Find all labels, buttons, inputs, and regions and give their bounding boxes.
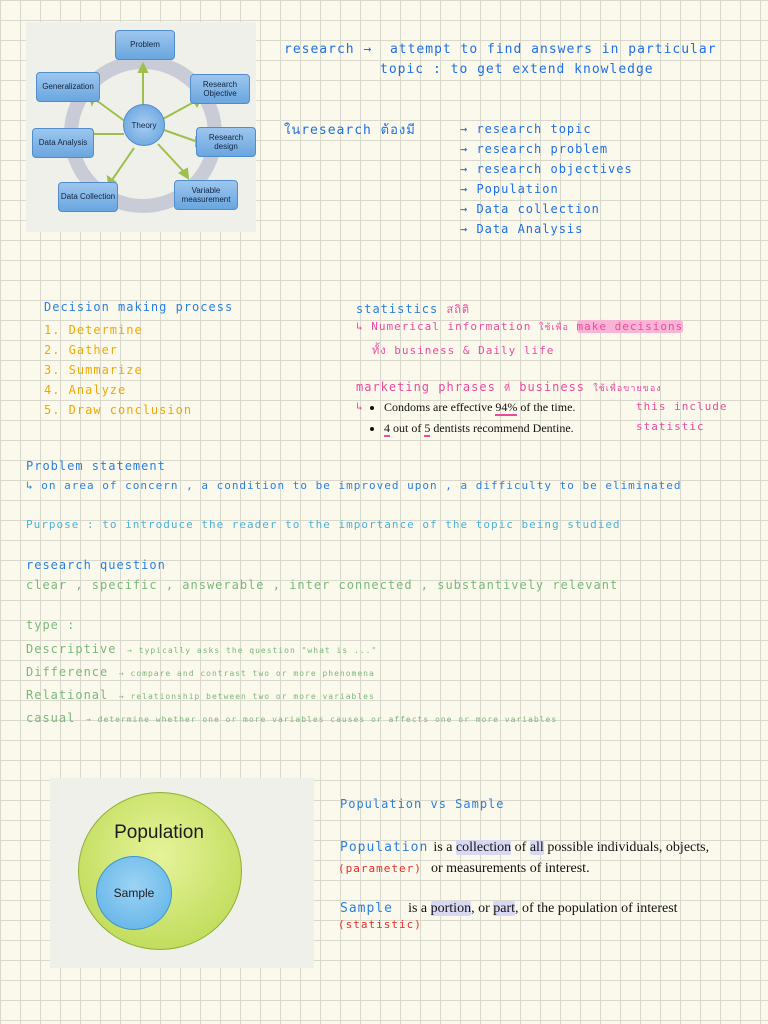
highlight: make decisions [576,320,684,333]
sample-circle [96,856,172,930]
purpose-text: Purpose : to introduce the reader to the importance of the topic being studied [26,518,621,531]
list-item: → Data collection [460,202,600,216]
list-item: Relational → relationship between two or more variables [26,688,375,702]
list-item: Difference → compare and contrast two or more phenomena [26,665,375,679]
problem-heading: Problem statement [26,459,166,473]
list-item: • 4 out of 5 dentists recommend Dentine. [384,421,642,436]
list-item: → Population [460,182,559,196]
list-item: 2. Gather [44,343,119,357]
statistics-line2: ทั้ง business & Daily life [372,344,555,357]
population-definition: Population is a collection of all possible individuals, objects, [340,840,710,855]
node-data-analysis: Data Analysis [32,128,94,158]
node-research-design: Research design [196,127,256,157]
population-sample-figure [50,778,314,968]
research-definition: research → attempt to find answers in particular topic : to get extend knowledge [284,40,754,80]
statistics-line1: ↳ Numerical information ใช้เพื่อ make decisions [356,320,684,333]
research-term: research [284,42,355,57]
node-research-objective: Research Objective [190,74,250,104]
list-item: • Condoms are effective 94% of the time. [384,400,642,415]
list-item: 5. Draw conclusion [44,403,193,417]
population-definition-2: (parameter) or measurements of interest. [338,861,590,876]
research-contains-heading: ในresearch ต้องมี [284,123,416,138]
node-problem: Problem [115,30,175,60]
theory-label: Theory [131,120,157,130]
decision-heading: Decision making process [44,300,234,314]
population-label: Population [114,822,204,843]
pop-sample-heading: Population vs Sample [340,797,505,811]
problem-text: ↳ on area of concern , a condition to be improved upon , a difficulty to be eliminated [26,479,682,492]
list-item: casual → determine whether one or more variables causes or affects one or more variables [26,711,558,725]
marketing-heading: marketing phrases ที่ business ใช้เพื่อขายของ [356,380,662,394]
research-def-line2: topic : to get extend knowledge [380,62,654,77]
rq-text: clear , specific , answerable , inter connected , substantively relevant [26,578,619,592]
node-variable-measurement: Variable measurement [174,180,238,210]
statistics-heading: statistics สถิติ [356,302,471,316]
list-item: → research topic [460,122,592,136]
sample-definition: Sample is a portion, or part, of the population of interest [340,901,678,916]
marketing-note1: this include [636,400,728,413]
list-item: → Data Analysis [460,222,584,236]
marketing-arrow: ↳ [356,400,364,413]
marketing-note2: statistic [636,420,705,433]
sample-statistic: (statistic) [338,918,422,931]
rq-heading: research question [26,558,166,572]
marketing-bullets [362,400,642,442]
list-item: 1. Determine [44,323,143,337]
list-item: → research problem [460,142,609,156]
node-data-collection: Data Collection [58,182,118,212]
node-generalization: Generalization [36,72,100,102]
list-item: 3. Summarize [44,363,143,377]
research-cycle-diagram [26,22,256,232]
types-list [26,638,557,730]
research-def-line1: attempt to find answers in particular [389,42,717,57]
list-item: Descriptive → typically asks the question "what is ..." [26,642,378,656]
sample-label: Sample [113,886,155,900]
theory-node [123,104,165,146]
list-item: 4. Analyze [44,383,127,397]
list-item: → research objectives [460,162,633,176]
research-contains-list [460,119,633,239]
decision-steps [44,320,192,420]
types-heading: type : [26,618,76,632]
